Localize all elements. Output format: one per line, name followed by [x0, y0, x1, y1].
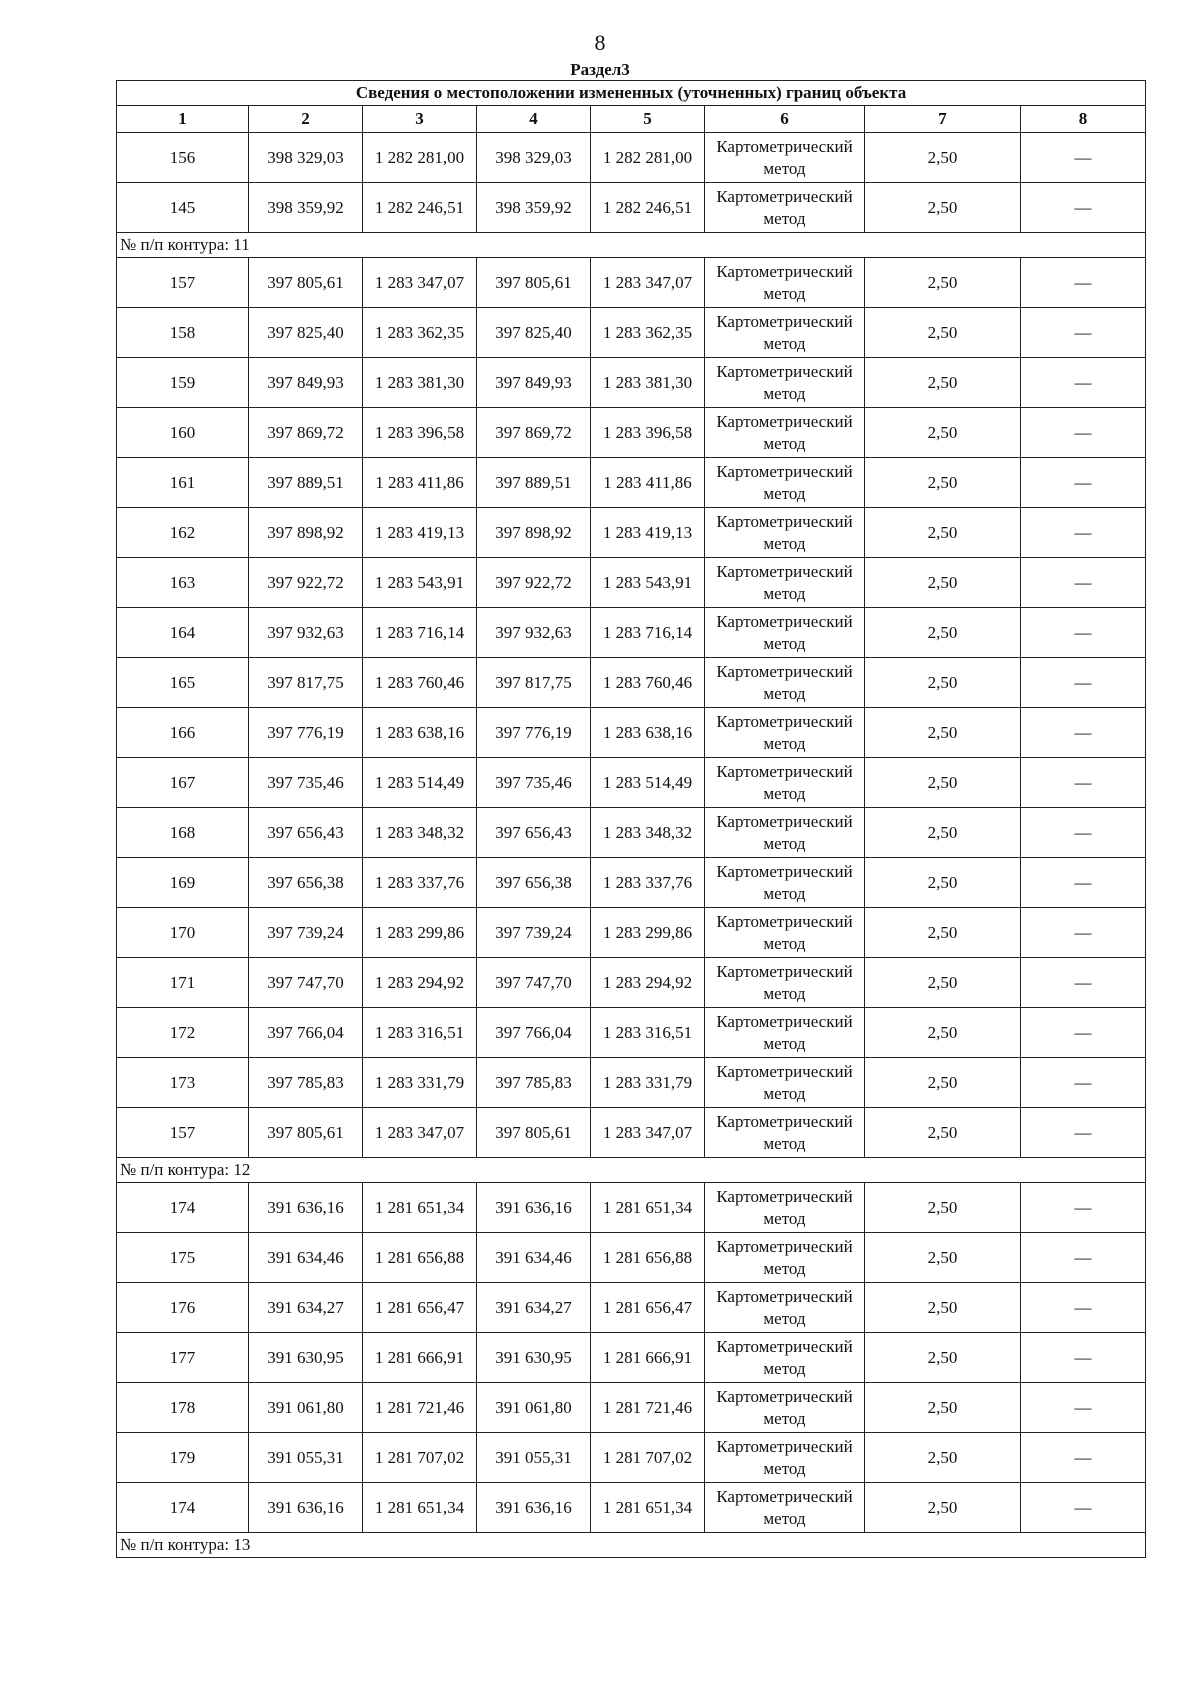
y-existing-cell: 1 283 316,51: [363, 1008, 477, 1058]
accuracy-cell: 2,50: [865, 183, 1021, 233]
method-cell: Картометрический метод: [705, 808, 865, 858]
method-cell: Картометрический метод: [705, 183, 865, 233]
x-new-cell: 397 817,75: [477, 658, 591, 708]
y-existing-cell: 1 283 337,76: [363, 858, 477, 908]
point-number-cell: 158: [117, 308, 249, 358]
column-header: 8: [1021, 106, 1146, 133]
point-number-cell: 162: [117, 508, 249, 558]
table-row: [117, 1008, 1146, 1058]
accuracy-cell: 2,50: [865, 1058, 1021, 1108]
accuracy-cell: 2,50: [865, 258, 1021, 308]
method-cell: Картометрический метод: [705, 1383, 865, 1433]
table-row: [117, 758, 1146, 808]
y-new-cell: 1 283 638,16: [591, 708, 705, 758]
point-number-cell: 173: [117, 1058, 249, 1108]
description-cell: —: [1021, 408, 1146, 458]
x-new-cell: 397 922,72: [477, 558, 591, 608]
y-new-cell: 1 283 514,49: [591, 758, 705, 808]
description-cell: —: [1021, 808, 1146, 858]
description-cell: —: [1021, 1433, 1146, 1483]
x-existing-cell: 397 922,72: [249, 558, 363, 608]
table-row: [117, 958, 1146, 1008]
y-existing-cell: 1 283 760,46: [363, 658, 477, 708]
x-new-cell: 398 359,92: [477, 183, 591, 233]
method-cell: Картометрический метод: [705, 1108, 865, 1158]
page-number: 8: [594, 30, 606, 55]
y-new-cell: 1 281 666,91: [591, 1333, 705, 1383]
y-existing-cell: 1 281 656,47: [363, 1283, 477, 1333]
accuracy-cell: 2,50: [865, 133, 1021, 183]
x-existing-cell: 397 747,70: [249, 958, 363, 1008]
y-existing-cell: 1 281 656,88: [363, 1233, 477, 1283]
accuracy-cell: 2,50: [865, 1183, 1021, 1233]
table-row: [117, 183, 1146, 233]
description-cell: —: [1021, 758, 1146, 808]
y-new-cell: 1 283 347,07: [591, 1108, 705, 1158]
table-row: [117, 1383, 1146, 1433]
x-new-cell: 397 869,72: [477, 408, 591, 458]
description-cell: —: [1021, 508, 1146, 558]
method-cell: Картометрический метод: [705, 1058, 865, 1108]
method-cell: Картометрический метод: [705, 458, 865, 508]
point-number-cell: 174: [117, 1483, 249, 1533]
x-new-cell: 391 634,46: [477, 1233, 591, 1283]
description-cell: —: [1021, 308, 1146, 358]
point-number-cell: 161: [117, 458, 249, 508]
accuracy-cell: 2,50: [865, 608, 1021, 658]
table-row: [117, 133, 1146, 183]
x-existing-cell: 397 656,38: [249, 858, 363, 908]
y-existing-cell: 1 283 419,13: [363, 508, 477, 558]
y-existing-cell: 1 283 348,32: [363, 808, 477, 858]
y-new-cell: 1 283 299,86: [591, 908, 705, 958]
point-number-cell: 174: [117, 1183, 249, 1233]
table-caption: Сведения о местоположении измененных (уточненных) границ объекта: [117, 81, 1146, 106]
x-new-cell: 397 805,61: [477, 258, 591, 308]
method-cell: Картометрический метод: [705, 1483, 865, 1533]
method-cell: Картометрический метод: [705, 408, 865, 458]
point-number-cell: 165: [117, 658, 249, 708]
contour-row: [117, 1533, 1146, 1558]
x-existing-cell: 397 776,19: [249, 708, 363, 758]
y-new-cell: 1 281 656,88: [591, 1233, 705, 1283]
point-number-cell: 156: [117, 133, 249, 183]
table-row: [117, 508, 1146, 558]
method-cell: Картометрический метод: [705, 708, 865, 758]
table-row: [117, 358, 1146, 408]
accuracy-cell: 2,50: [865, 1108, 1021, 1158]
accuracy-cell: 2,50: [865, 1383, 1021, 1433]
table-row: [117, 1283, 1146, 1333]
table-row: [117, 1233, 1146, 1283]
accuracy-cell: 2,50: [865, 958, 1021, 1008]
point-number-cell: 159: [117, 358, 249, 408]
y-existing-cell: 1 281 651,34: [363, 1183, 477, 1233]
column-header: 5: [591, 106, 705, 133]
y-new-cell: 1 283 294,92: [591, 958, 705, 1008]
method-cell: Картометрический метод: [705, 258, 865, 308]
description-cell: —: [1021, 1058, 1146, 1108]
method-cell: Картометрический метод: [705, 1433, 865, 1483]
method-cell: Картометрический метод: [705, 133, 865, 183]
table-row: [117, 408, 1146, 458]
y-new-cell: 1 283 316,51: [591, 1008, 705, 1058]
accuracy-cell: 2,50: [865, 808, 1021, 858]
y-new-cell: 1 281 656,47: [591, 1283, 705, 1333]
x-existing-cell: 391 634,46: [249, 1233, 363, 1283]
section-title: Раздел3: [570, 60, 630, 79]
point-number-cell: 179: [117, 1433, 249, 1483]
description-cell: —: [1021, 1108, 1146, 1158]
y-new-cell: 1 283 411,86: [591, 458, 705, 508]
accuracy-cell: 2,50: [865, 758, 1021, 808]
accuracy-cell: 2,50: [865, 858, 1021, 908]
column-number-row: [117, 106, 1146, 133]
y-new-cell: 1 283 760,46: [591, 658, 705, 708]
y-new-cell: 1 283 396,58: [591, 408, 705, 458]
x-existing-cell: 391 636,16: [249, 1183, 363, 1233]
x-existing-cell: 391 636,16: [249, 1483, 363, 1533]
y-new-cell: 1 283 716,14: [591, 608, 705, 658]
point-number-cell: 157: [117, 258, 249, 308]
x-existing-cell: 397 817,75: [249, 658, 363, 708]
accuracy-cell: 2,50: [865, 1333, 1021, 1383]
table-row: [117, 658, 1146, 708]
description-cell: —: [1021, 1483, 1146, 1533]
x-existing-cell: 397 739,24: [249, 908, 363, 958]
y-existing-cell: 1 283 331,79: [363, 1058, 477, 1108]
x-existing-cell: 391 061,80: [249, 1383, 363, 1433]
point-number-cell: 160: [117, 408, 249, 458]
table-row: [117, 1108, 1146, 1158]
description-cell: —: [1021, 708, 1146, 758]
point-number-cell: 172: [117, 1008, 249, 1058]
point-number-cell: 170: [117, 908, 249, 958]
accuracy-cell: 2,50: [865, 458, 1021, 508]
x-new-cell: 397 656,38: [477, 858, 591, 908]
y-existing-cell: 1 281 666,91: [363, 1333, 477, 1383]
description-cell: —: [1021, 558, 1146, 608]
x-new-cell: 391 636,16: [477, 1183, 591, 1233]
table-row: [117, 808, 1146, 858]
y-existing-cell: 1 283 294,92: [363, 958, 477, 1008]
x-existing-cell: 397 825,40: [249, 308, 363, 358]
y-existing-cell: 1 283 362,35: [363, 308, 477, 358]
description-cell: —: [1021, 658, 1146, 708]
x-existing-cell: 397 785,83: [249, 1058, 363, 1108]
y-new-cell: 1 282 281,00: [591, 133, 705, 183]
point-number-cell: 171: [117, 958, 249, 1008]
point-number-cell: 145: [117, 183, 249, 233]
x-existing-cell: 397 805,61: [249, 1108, 363, 1158]
x-new-cell: 397 747,70: [477, 958, 591, 1008]
point-number-cell: 175: [117, 1233, 249, 1283]
description-cell: —: [1021, 908, 1146, 958]
description-cell: —: [1021, 1283, 1146, 1333]
x-new-cell: 391 636,16: [477, 1483, 591, 1533]
column-header: 4: [477, 106, 591, 133]
accuracy-cell: 2,50: [865, 708, 1021, 758]
y-existing-cell: 1 281 651,34: [363, 1483, 477, 1533]
y-existing-cell: 1 281 707,02: [363, 1433, 477, 1483]
method-cell: Картометрический метод: [705, 658, 865, 708]
column-header: 2: [249, 106, 363, 133]
x-new-cell: 397 656,43: [477, 808, 591, 858]
y-new-cell: 1 283 362,35: [591, 308, 705, 358]
description-cell: —: [1021, 1383, 1146, 1433]
column-header: 3: [363, 106, 477, 133]
accuracy-cell: 2,50: [865, 1483, 1021, 1533]
point-number-cell: 169: [117, 858, 249, 908]
description-cell: —: [1021, 1008, 1146, 1058]
y-existing-cell: 1 282 281,00: [363, 133, 477, 183]
method-cell: Картометрический метод: [705, 1183, 865, 1233]
point-number-cell: 164: [117, 608, 249, 658]
y-new-cell: 1 281 721,46: [591, 1383, 705, 1433]
x-new-cell: 397 739,24: [477, 908, 591, 958]
boundary-coordinates-table: [116, 80, 1146, 1558]
table-row: [117, 908, 1146, 958]
y-existing-cell: 1 283 543,91: [363, 558, 477, 608]
description-cell: —: [1021, 1333, 1146, 1383]
description-cell: —: [1021, 458, 1146, 508]
method-cell: Картометрический метод: [705, 358, 865, 408]
table-caption-row: [117, 81, 1146, 106]
x-new-cell: 391 634,27: [477, 1283, 591, 1333]
table-row: [117, 1433, 1146, 1483]
method-cell: Картометрический метод: [705, 608, 865, 658]
contour-row: [117, 1158, 1146, 1183]
x-new-cell: 391 055,31: [477, 1433, 591, 1483]
contour-label: № п/п контура: 11: [117, 233, 1146, 258]
table-row: [117, 1333, 1146, 1383]
y-new-cell: 1 283 347,07: [591, 258, 705, 308]
y-new-cell: 1 283 543,91: [591, 558, 705, 608]
point-number-cell: 168: [117, 808, 249, 858]
description-cell: —: [1021, 858, 1146, 908]
x-new-cell: 391 061,80: [477, 1383, 591, 1433]
x-new-cell: 397 849,93: [477, 358, 591, 408]
y-existing-cell: 1 283 638,16: [363, 708, 477, 758]
column-header: 7: [865, 106, 1021, 133]
x-existing-cell: 397 805,61: [249, 258, 363, 308]
description-cell: —: [1021, 1233, 1146, 1283]
point-number-cell: 157: [117, 1108, 249, 1158]
accuracy-cell: 2,50: [865, 308, 1021, 358]
y-new-cell: 1 283 331,79: [591, 1058, 705, 1108]
description-cell: —: [1021, 958, 1146, 1008]
y-new-cell: 1 283 348,32: [591, 808, 705, 858]
method-cell: Картометрический метод: [705, 308, 865, 358]
table-row: [117, 708, 1146, 758]
x-existing-cell: 397 932,63: [249, 608, 363, 658]
table-body: [117, 81, 1146, 1558]
method-cell: Картометрический метод: [705, 1008, 865, 1058]
description-cell: —: [1021, 1183, 1146, 1233]
contour-label: № п/п контура: 13: [117, 1533, 1146, 1558]
accuracy-cell: 2,50: [865, 408, 1021, 458]
x-existing-cell: 391 630,95: [249, 1333, 363, 1383]
method-cell: Картометрический метод: [705, 908, 865, 958]
x-existing-cell: 391 055,31: [249, 1433, 363, 1483]
method-cell: Картометрический метод: [705, 1233, 865, 1283]
description-cell: —: [1021, 608, 1146, 658]
point-number-cell: 177: [117, 1333, 249, 1383]
method-cell: Картометрический метод: [705, 558, 865, 608]
method-cell: Картометрический метод: [705, 1283, 865, 1333]
y-existing-cell: 1 283 347,07: [363, 258, 477, 308]
method-cell: Картометрический метод: [705, 508, 865, 558]
description-cell: —: [1021, 258, 1146, 308]
column-header: 1: [117, 106, 249, 133]
description-cell: —: [1021, 358, 1146, 408]
accuracy-cell: 2,50: [865, 1008, 1021, 1058]
accuracy-cell: 2,50: [865, 358, 1021, 408]
accuracy-cell: 2,50: [865, 1433, 1021, 1483]
x-existing-cell: 397 766,04: [249, 1008, 363, 1058]
table-row: [117, 1058, 1146, 1108]
y-existing-cell: 1 283 514,49: [363, 758, 477, 808]
x-existing-cell: 397 898,92: [249, 508, 363, 558]
x-new-cell: 397 932,63: [477, 608, 591, 658]
x-existing-cell: 398 359,92: [249, 183, 363, 233]
column-header: 6: [705, 106, 865, 133]
x-new-cell: 397 889,51: [477, 458, 591, 508]
y-existing-cell: 1 283 396,58: [363, 408, 477, 458]
description-cell: —: [1021, 133, 1146, 183]
y-existing-cell: 1 283 299,86: [363, 908, 477, 958]
method-cell: Картометрический метод: [705, 1333, 865, 1383]
table-row: [117, 1483, 1146, 1533]
x-existing-cell: 397 869,72: [249, 408, 363, 458]
x-new-cell: 397 766,04: [477, 1008, 591, 1058]
point-number-cell: 176: [117, 1283, 249, 1333]
y-new-cell: 1 281 651,34: [591, 1183, 705, 1233]
x-existing-cell: 397 889,51: [249, 458, 363, 508]
x-existing-cell: 397 735,46: [249, 758, 363, 808]
point-number-cell: 178: [117, 1383, 249, 1433]
accuracy-cell: 2,50: [865, 558, 1021, 608]
table-row: [117, 608, 1146, 658]
point-number-cell: 163: [117, 558, 249, 608]
point-number-cell: 167: [117, 758, 249, 808]
y-new-cell: 1 282 246,51: [591, 183, 705, 233]
x-new-cell: 397 776,19: [477, 708, 591, 758]
x-new-cell: 397 898,92: [477, 508, 591, 558]
x-existing-cell: 397 656,43: [249, 808, 363, 858]
y-new-cell: 1 281 651,34: [591, 1483, 705, 1533]
point-number-cell: 166: [117, 708, 249, 758]
method-cell: Картометрический метод: [705, 958, 865, 1008]
description-cell: —: [1021, 183, 1146, 233]
table-row: [117, 258, 1146, 308]
y-existing-cell: 1 283 347,07: [363, 1108, 477, 1158]
x-new-cell: 397 825,40: [477, 308, 591, 358]
x-new-cell: 398 329,03: [477, 133, 591, 183]
accuracy-cell: 2,50: [865, 658, 1021, 708]
y-existing-cell: 1 282 246,51: [363, 183, 477, 233]
y-new-cell: 1 283 381,30: [591, 358, 705, 408]
x-new-cell: 397 785,83: [477, 1058, 591, 1108]
x-new-cell: 397 735,46: [477, 758, 591, 808]
table-row: [117, 1183, 1146, 1233]
method-cell: Картометрический метод: [705, 858, 865, 908]
y-existing-cell: 1 283 381,30: [363, 358, 477, 408]
table-row: [117, 558, 1146, 608]
y-existing-cell: 1 283 716,14: [363, 608, 477, 658]
accuracy-cell: 2,50: [865, 1233, 1021, 1283]
x-existing-cell: 398 329,03: [249, 133, 363, 183]
accuracy-cell: 2,50: [865, 508, 1021, 558]
table-row: [117, 858, 1146, 908]
y-existing-cell: 1 281 721,46: [363, 1383, 477, 1433]
x-existing-cell: 397 849,93: [249, 358, 363, 408]
accuracy-cell: 2,50: [865, 1283, 1021, 1333]
y-new-cell: 1 283 337,76: [591, 858, 705, 908]
table-row: [117, 458, 1146, 508]
x-existing-cell: 391 634,27: [249, 1283, 363, 1333]
y-new-cell: 1 283 419,13: [591, 508, 705, 558]
contour-row: [117, 233, 1146, 258]
y-existing-cell: 1 283 411,86: [363, 458, 477, 508]
contour-label: № п/п контура: 12: [117, 1158, 1146, 1183]
x-new-cell: 397 805,61: [477, 1108, 591, 1158]
table-row: [117, 308, 1146, 358]
accuracy-cell: 2,50: [865, 908, 1021, 958]
method-cell: Картометрический метод: [705, 758, 865, 808]
x-new-cell: 391 630,95: [477, 1333, 591, 1383]
y-new-cell: 1 281 707,02: [591, 1433, 705, 1483]
